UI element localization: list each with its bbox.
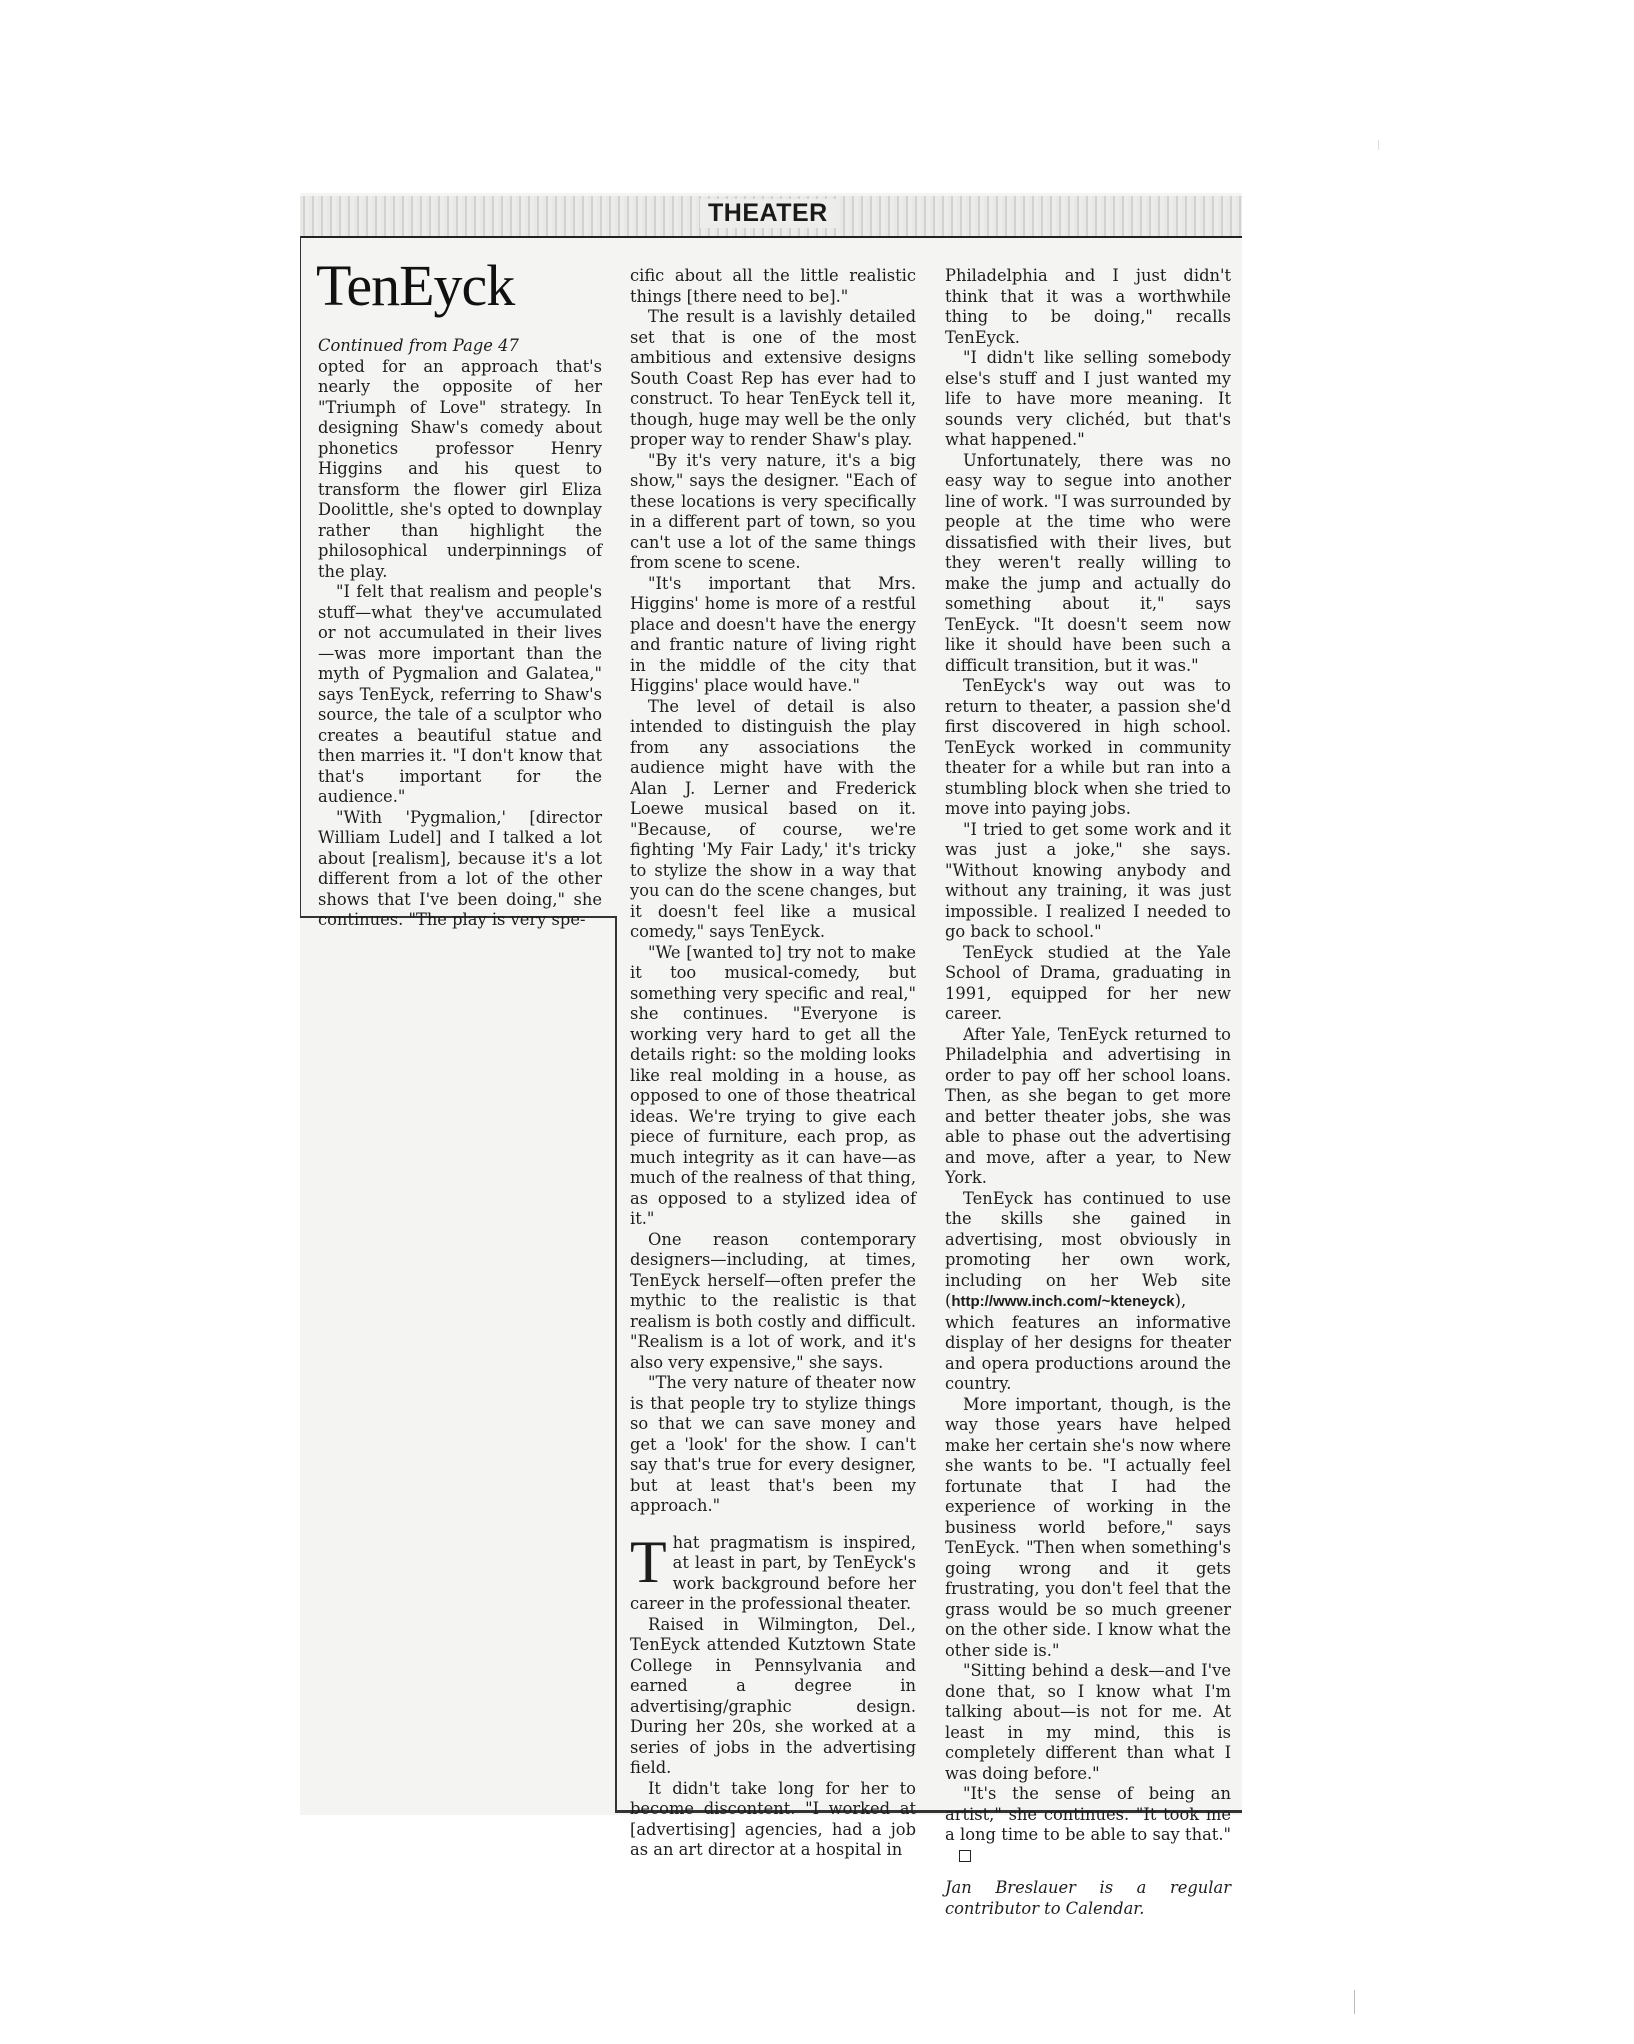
- paragraph: "I felt that realism and people's stuff—what they've accumulated or not accumulated in their lives—was more important than the myth of Pygmalion and Galatea," says TenEyck, referring to Shaw's source, the tale of a sculptor who creates a beautiful statue and then marries it. "I don't know that that's important for the audience.": [318, 582, 602, 806]
- headline: TenEyck: [316, 253, 515, 318]
- final-paragraph: "It's the sense of being an artist," she continues. "It took me a long time to be able to say that.": [945, 1784, 1231, 1866]
- article-column-1: [318, 336, 602, 931]
- end-mark-icon: [959, 1850, 971, 1862]
- paragraph: The level of detail is also intended to distinguish the play from any associations the audience might have with the Alan J. Lerner and Frederick Loewe musical based on it. "Because, of course, we're fighting 'My Fair Lady,' it's tricky to stylize the show in a way that you can do the scene changes, but it doesn't feel like a musical comedy," says TenEyck.: [630, 696, 916, 941]
- paragraph: More important, though, is the way those years have helped make her certain she's now where she wants to be. "I actually feel fortunate that I had the experience of working in the business world before," says TenEyck. "Then when something's going wrong and it gets frustrating, you don't feel that the grass would be so much greener on the other side. I know what the other side is.": [945, 1394, 1231, 1660]
- paragraph: "I didn't like selling somebody else's stuff and I just wanted my life to have more meaning. It sounds very clichéd, but that's what happened.": [945, 348, 1231, 449]
- paragraph: opted for an approach that's nearly the opposite of her "Triumph of Love" strategy. In designing Shaw's comedy about phonetics professor Henry Higgins and his quest to transform the flower girl Eliza Doolittle, she's opted to downplay rather than highlight the philosophical underpinnings of the play.: [318, 356, 602, 581]
- byline: Jan Breslauer is a regular contributor to Calendar.: [945, 1878, 1231, 1918]
- paragraph: TenEyck's way out was to return to theater, a passion she'd first discovered in high school. TenEyck worked in community theater for a while but ran into a stumbling block when she tried to move into paying jobs.: [945, 676, 1231, 818]
- paragraph: "The very nature of theater now is that people try to stylize things so that we can save money and get a 'look' for the show. I can't say that's true for every designer, but at least that's been my approach.": [630, 1373, 916, 1515]
- drop-cap-paragraph-text: hat pragmatism is inspired, at least in part, by TenEyck's work background before her career in the professional theater.: [630, 1532, 916, 1613]
- web-site-url: http://www.inch.com/~kteneyck: [951, 1293, 1175, 1310]
- article-column-2: [630, 266, 916, 1861]
- paragraph: Unfortunately, there was no easy way to segue into another line of work. "I was surrounded by people at the time who were dissatisfied with their lives, but they weren't really willing to make the jump and actually do something about it," says TenEyck. "It doesn't seem now like it should have been such a difficult transition, but it was.": [945, 450, 1231, 675]
- paragraph: "It's important that Mrs. Higgins' home is more of a restful place and doesn't have the energy and frantic nature of living right in the middle of the city that Higgins' place would have.": [630, 573, 916, 695]
- paragraph: The result is a lavishly detailed set that is one of the most ambitious and extensive designs South Coast Rep has ever had to construct. To hear TenEyck tell it, though, huge may well be the only proper way to render Shaw's play.: [630, 307, 916, 449]
- clipping-inner-left-border: [615, 916, 617, 1812]
- paragraph: One reason contemporary designers—including, at times, TenEyck herself—often prefer the mythic to the realistic is that realism is both costly and difficult. "Realism is a lot of work, and it's also very expensive," she says.: [630, 1229, 916, 1372]
- scan-mark: [1378, 140, 1379, 150]
- paragraph: "By it's very nature, it's a big show," says the designer. "Each of these locations is very specifically in a different part of town, so you can't use a lot of the same things from scene to scene.: [630, 450, 916, 572]
- section-label: THEATER: [700, 199, 836, 228]
- paragraph: "Sitting behind a desk—and I've done that, so I know what I'm talking about—is not for me. At least in my mind, this is completely different than what I was doing before.": [945, 1661, 1231, 1783]
- paragraph: It didn't take long for her to become discontent. "I worked at [advertising] agencies, had a job as an art director at a hospital in: [630, 1778, 916, 1859]
- article-column-3: [945, 266, 1231, 1919]
- paragraph: Philadelphia and I just didn't think that it was a worthwhile thing to be doing," recalls TenEyck.: [945, 266, 1231, 347]
- clipping-left-border: [300, 236, 301, 916]
- paragraph: "We [wanted to] try not to make it too musical-comedy, but something very specific and real," she continues. "Everyone is working very hard to get all the details right: so the molding looks like real molding in a house, as opposed to one of those theatrical ideas. We're trying to give each piece of furniture, each prop, as much integrity as it can have—as much of the realness of that thing, as opposed to a stylized idea of it.": [630, 942, 916, 1228]
- paragraph: "I tried to get some work and it was just a joke," she says. "Without knowing anybody and without any training, it was just impossible. I realized I needed to go back to school.": [945, 819, 1231, 941]
- section-break-paragraph: [630, 1528, 916, 1615]
- paragraph: "With 'Pygmalion,' [director William Ludel] and I talked a lot about [realism], because it's a lot different from a lot of the other shows that I've been doing," she continues. "The play is very spe-: [318, 807, 602, 929]
- paragraph: After Yale, TenEyck returned to Philadelphia and advertising in order to pay off her school loans. Then, as she began to get more and better theater jobs, she was able to phase out the advertising and move, after a year, to New York.: [945, 1024, 1231, 1187]
- drop-cap: T: [630, 1528, 667, 1595]
- web-site-paragraph: TenEyck has continued to use the skills she gained in advertising, most obviously in promoting her own work, including on her Web site (http://www.inch.com/~kteneyck), which features an informative display of her designs for theater and opera productions around the country.: [945, 1188, 1231, 1393]
- scan-mark: [1354, 1990, 1355, 2014]
- paragraph: TenEyck studied at the Yale School of Drama, graduating in 1991, equipped for her new career.: [945, 942, 1231, 1023]
- paragraph: Raised in Wilmington, Del., TenEyck attended Kutztown State College in Pennsylvania and earned a degree in advertising/graphic design. During her 20s, she worked at a series of jobs in the advertising field.: [630, 1614, 916, 1777]
- paragraph: cific about all the little realistic things [there need to be].": [630, 266, 916, 306]
- continued-note: Continued from Page 47: [318, 336, 519, 355]
